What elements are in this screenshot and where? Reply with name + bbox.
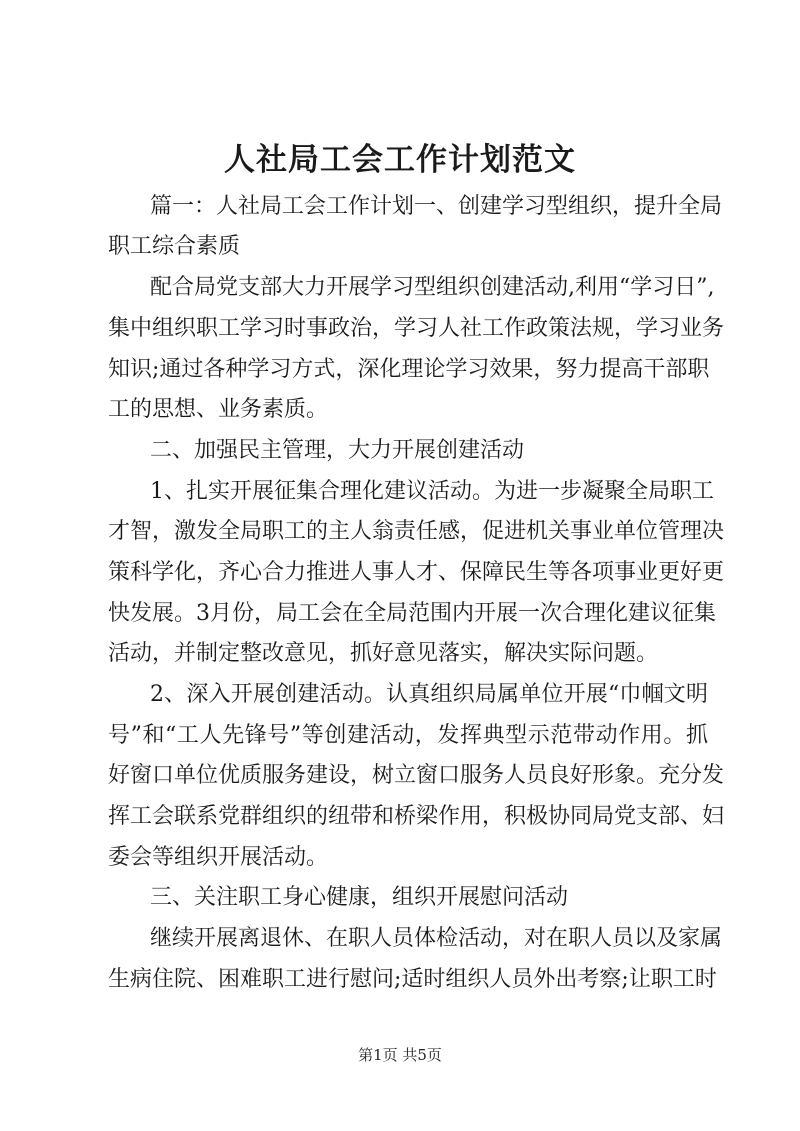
document-title: 人社局工会工作计划范文 xyxy=(224,142,576,178)
paragraph-line: 挥工会联系党群组织的纽带和桥梁作用，积极协同局党支部、妇 xyxy=(108,804,725,829)
paragraph-line: 配合局党支部大力开展学习型组织创建活动,利用“学习日”, xyxy=(150,275,715,300)
paragraph-line: 快发展。3月份，局工会在全局范围内开展一次合理化建议征集 xyxy=(108,601,716,626)
paragraph-line: 好窗口单位优质服务建设，树立窗口服务人员良好形象。充分发 xyxy=(108,763,725,788)
section-heading: 二、加强民主管理，大力开展创建活动 xyxy=(150,438,525,463)
paragraph-line: 1、扎实开展征集合理化建议活动。为进一步凝聚全局职工 xyxy=(150,479,714,504)
paragraph-line: 生病住院、困难职工进行慰问;适时组织人员外出考察;让职工时 xyxy=(108,967,717,992)
section-heading: 三、关注职工身心健康，组织开展慰问活动 xyxy=(150,885,569,910)
paragraph-line: 策科学化，齐心合力推进人事人才、保障民生等各项事业更好更 xyxy=(108,560,725,585)
paragraph-line: 委会等组织开展活动。 xyxy=(108,845,329,870)
paragraph-line: 活动，并制定整改意见，抓好意见落实，解决实际问题。 xyxy=(108,641,659,666)
paragraph-line: 继续开展离退休、在职人员体检活动，对在职人员以及家属 xyxy=(150,926,723,951)
paragraph-line: 2、深入开展创建活动。认真组织局属单位开展“巾帼文明 xyxy=(150,682,708,707)
paragraph-line: 职工综合素质 xyxy=(108,234,241,259)
paragraph-line: 工的思想、业务素质。 xyxy=(108,397,329,422)
paragraph-line: 知识;通过各种学习方式，深化理论学习效果，努力提高干部职 xyxy=(108,357,710,382)
paragraph-line: 号”和“工人先锋号”等创建活动，发挥典型示范带动作用。抓 xyxy=(108,723,708,748)
paragraph-line: 才智，激发全局职工的主人翁责任感，促进机关事业单位管理决 xyxy=(108,519,725,544)
page-number-footer: 第1页 共5页 xyxy=(358,1046,442,1064)
paragraph-line: 集中组织职工学习时事政治，学习人社工作政策法规，学习业务 xyxy=(108,316,725,341)
paragraph-line: 篇一：人社局工会工作计划一、创建学习型组织，提升全局 xyxy=(150,194,723,219)
